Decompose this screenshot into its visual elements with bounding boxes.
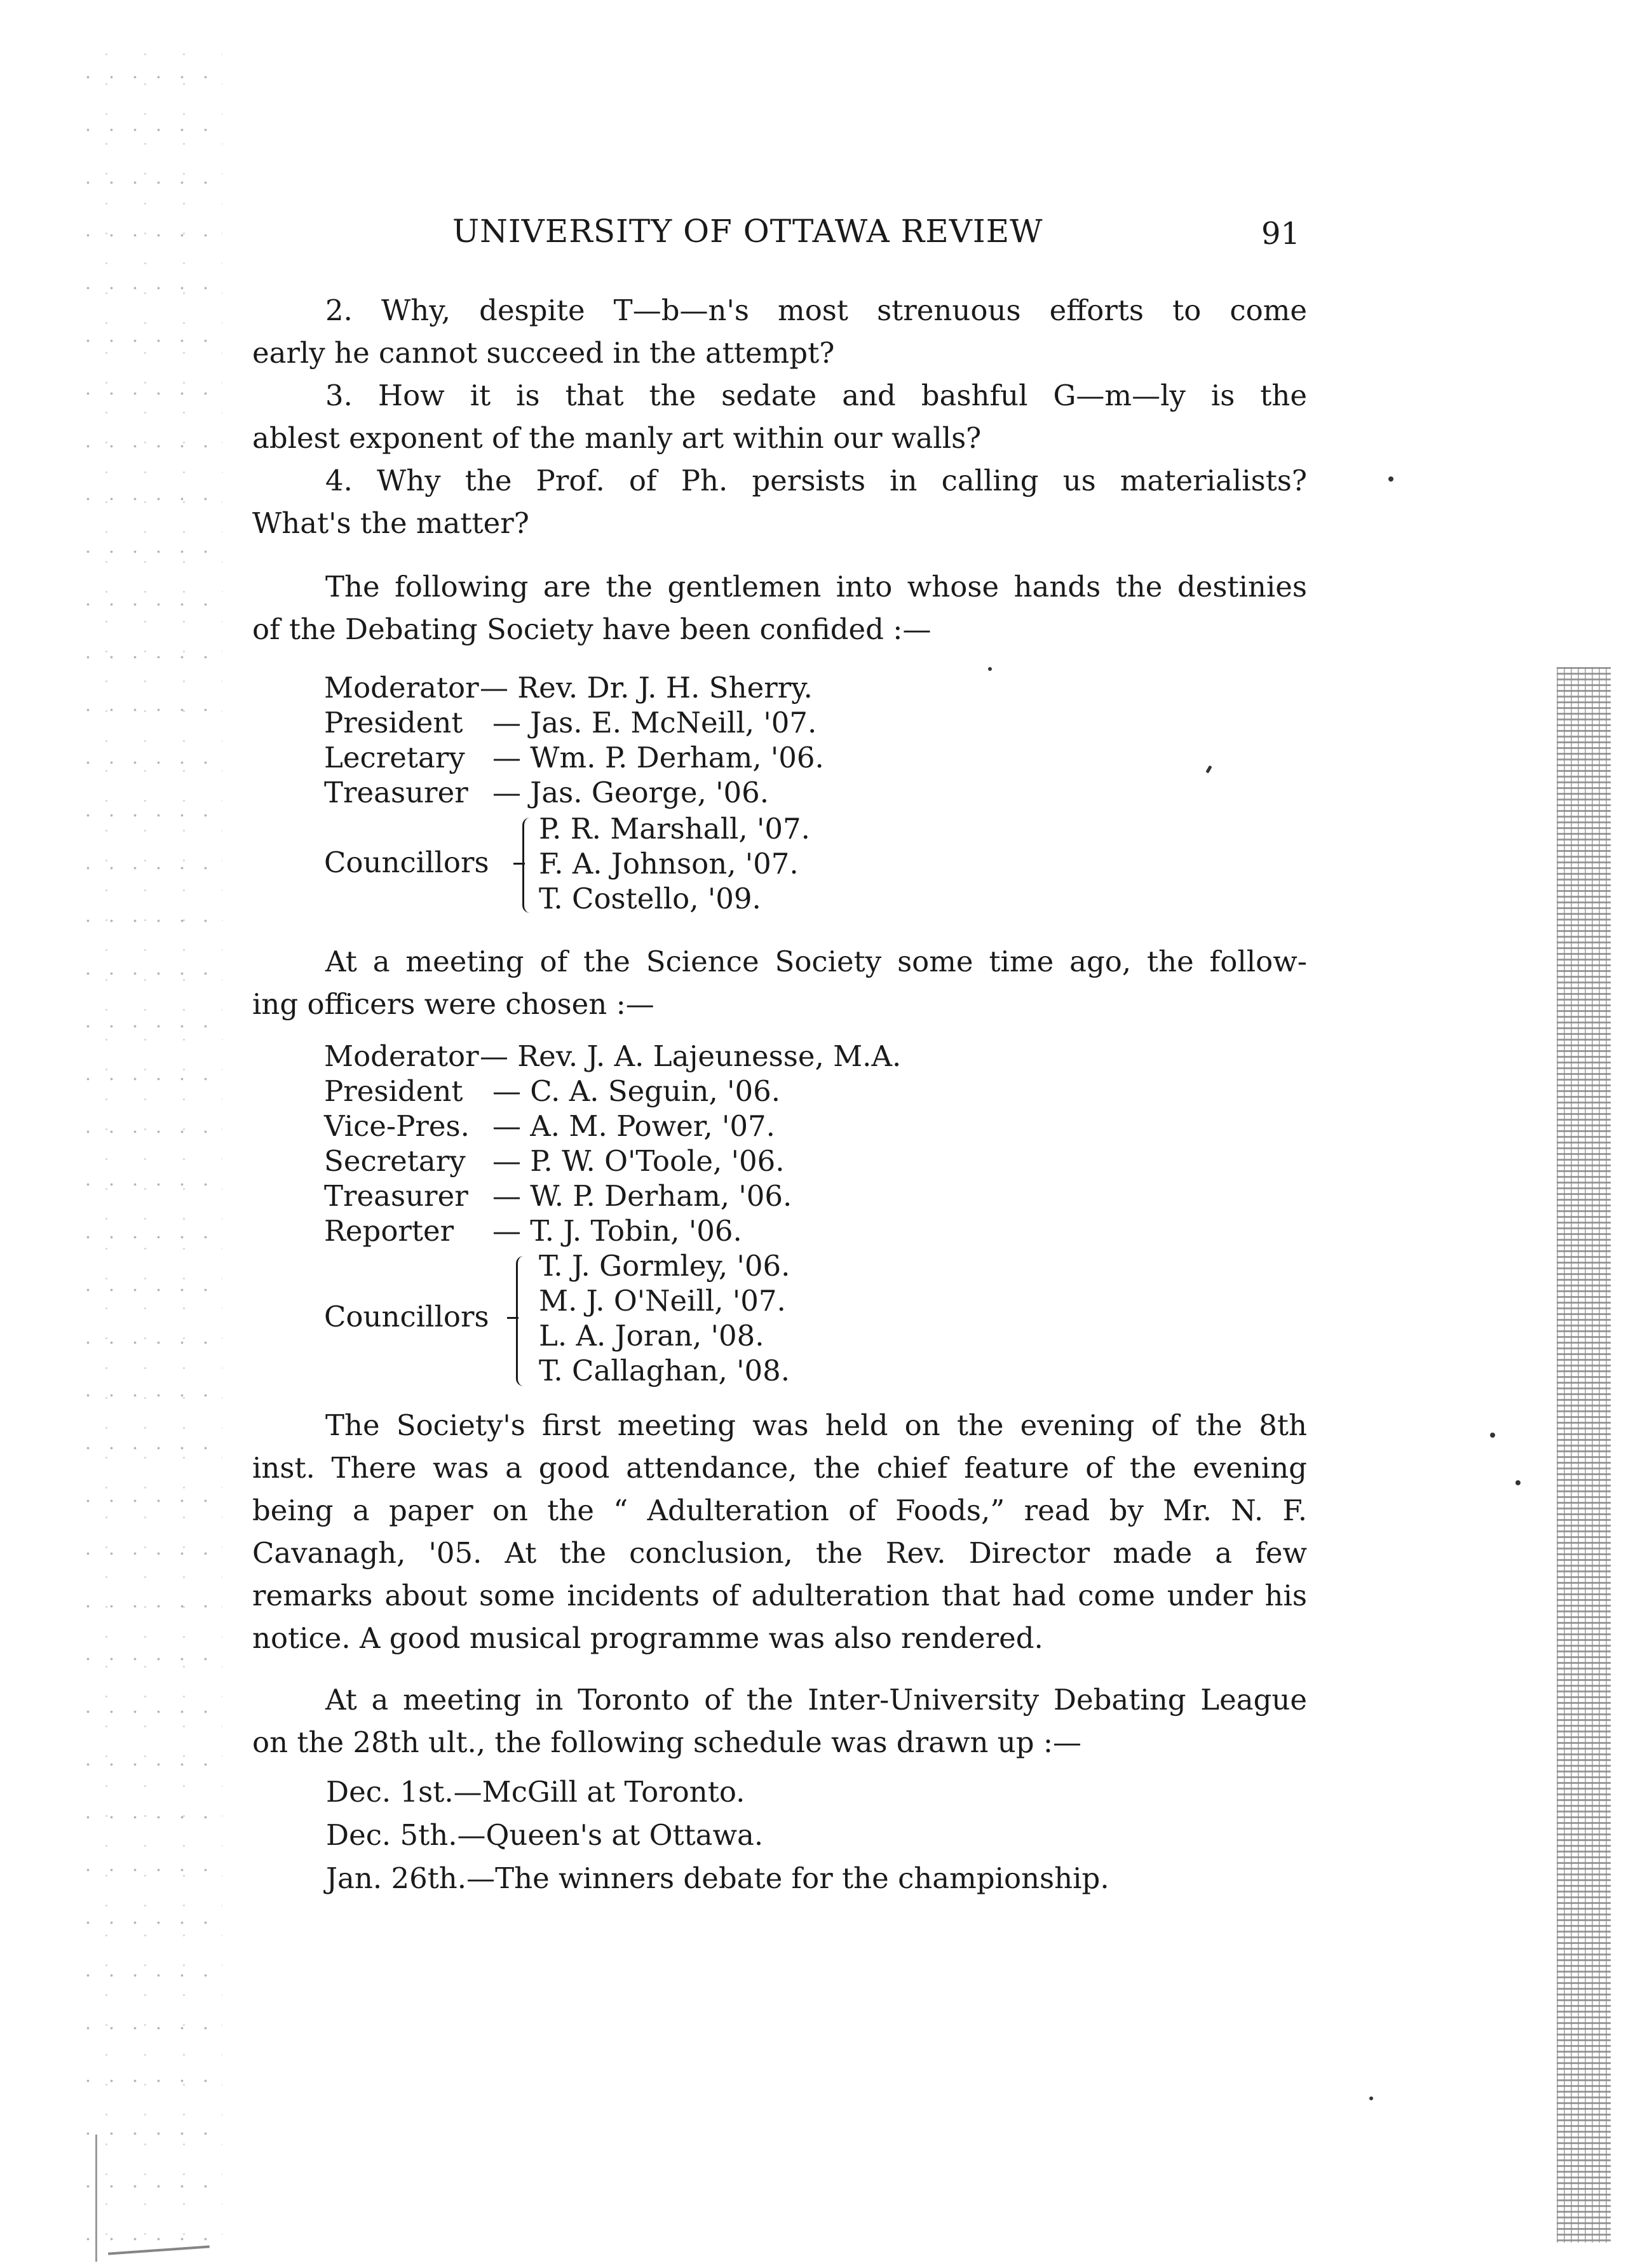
paragraph-line: remarks about some incidents of adulteration that had come under his [252,1579,1307,1612]
science-intro-line-2: ing officers were chosen :— [252,987,654,1021]
officer-name: — A. M. Power, '07. [492,1109,775,1143]
councillor-name: T. J. Gormley, '06. [539,1249,790,1283]
ink-mark [1205,766,1212,774]
right-edge-binding-shadow [1557,667,1611,2243]
question-text: Why, despite T—b—n's most strenuous efforts to come [381,294,1307,327]
ink-speck [1388,476,1393,482]
running-head: UNIVERSITY OF OTTAWA REVIEW [452,213,1043,250]
officer-name: — Jas. E. McNeill, '07. [492,706,817,739]
first-meeting-paragraph [252,1404,1307,1659]
councillors-brace-tip [507,1317,518,1319]
councillors-label: Councillors [324,846,489,879]
officer-role: Treasurer [324,776,468,809]
officer-row [324,740,824,775]
page-number: 91 [1261,216,1301,252]
officer-row [324,1074,781,1109]
question-3-line-1 [252,374,1307,417]
officer-row [324,1109,775,1144]
officer-role: Vice-Pres. [324,1109,470,1143]
councillor-name: M. J. O'Neill, '07. [539,1284,786,1318]
league-schedule [326,1771,1109,1900]
councillor-name: L. A. Joran, '08. [539,1319,764,1353]
science-intro [252,940,1307,1025]
officer-row [324,1213,742,1248]
officer-row [324,1039,902,1074]
officer-role: Reporter [324,1214,454,1248]
officer-name: — Jas. George, '06. [492,776,769,809]
question-2-line-2: early he cannot succeed in the attempt? [252,336,835,370]
officer-role: Moderator [324,671,479,705]
ink-speck [1490,1433,1495,1438]
paragraph-line: The Society's first meeting was held on the evening of the 8th [325,1408,1307,1442]
officer-name: — Rev. J. A. Lajeunesse, M.A. [480,1039,902,1073]
paragraph-line: notice. A good musical programme was also rendered. [252,1621,1043,1655]
left-margin-scan-line [95,2135,97,2262]
officer-name: — Rev. Dr. J. H. Sherry. [480,671,813,705]
debating-intro-line-2: of the Debating Society have been confided :— [252,612,932,646]
councillor-name: P. R. Marshall, '07. [539,812,810,846]
officer-row [324,1178,792,1213]
officer-name: — C. A. Seguin, '06. [492,1074,781,1108]
ink-speck [988,667,992,671]
paragraph-line: being a paper on the “ Adulteration of Foods,” read by Mr. N. F. [252,1494,1307,1527]
officer-name: — Wm. P. Derham, '06. [492,741,824,774]
paragraph-line: Cavanagh, '05. At the conclusion, the Rev. Director made a few [252,1536,1307,1570]
councillors-brace [516,1256,527,1386]
schedule-item: Dec. 1st.—McGill at Toronto. [326,1775,745,1809]
officer-role: Lecretary [324,741,465,774]
question-3-line-2: ablest exponent of the manly art within our walls? [252,421,982,455]
officer-role: Treasurer [324,1179,468,1213]
officer-role: Moderator [324,1039,479,1073]
councillors-brace [522,818,533,913]
officer-role: Secretary [324,1144,466,1178]
officer-row [324,1144,785,1178]
question-number: 3. [325,379,353,412]
league-intro [252,1678,1307,1764]
question-number: 4. [325,464,353,497]
question-2-line-1 [252,289,1307,332]
officer-name: — W. P. Derham, '06. [492,1179,792,1213]
councillors-label: Councillors [324,1300,489,1333]
officer-name: — P. W. O'Toole, '06. [492,1144,785,1178]
question-text: Why the Prof. of Ph. persists in calling us materialists? [377,464,1307,497]
officer-role: President [324,706,463,739]
question-text: How it is that the sedate and bashful G—m—ly is the [377,379,1307,412]
question-number: 2. [325,294,353,327]
question-4-line-2: What's the matter? [252,506,529,540]
officer-name: — T. J. Tobin, '06. [492,1214,742,1248]
councillor-name: F. A. Johnson, '07. [539,847,799,881]
councillor-name: T. Costello, '09. [539,882,761,915]
schedule-item: Jan. 26th.—The winners debate for the championship. [326,1861,1109,1895]
ink-speck [1369,2096,1373,2100]
left-margin-scan-noise [76,51,222,2262]
schedule-item: Dec. 5th.—Queen's at Ottawa. [326,1818,764,1852]
councillor-name: T. Callaghan, '08. [539,1354,790,1387]
councillors-brace-tip [513,863,525,865]
officer-row [324,705,817,740]
debating-intro [252,565,1307,651]
ink-speck [1515,1480,1521,1485]
questions-block [252,289,1307,544]
question-4-line-1 [252,459,1307,502]
league-intro-line-2: on the 28th ult., the following schedule was drawn up :— [252,1725,1081,1759]
debating-intro-line-1: The following are the gentlemen into whose hands the destinies [325,570,1307,604]
officer-row [324,670,813,705]
officer-row [324,775,769,810]
officer-role: President [324,1074,463,1108]
science-intro-line-1: At a meeting of the Science Society some time ago, the follow- [325,945,1307,978]
league-intro-line-1: At a meeting in Toronto of the Inter-University Debating League [325,1683,1307,1717]
paragraph-line: inst. There was a good attendance, the chief feature of the evening [252,1451,1307,1485]
